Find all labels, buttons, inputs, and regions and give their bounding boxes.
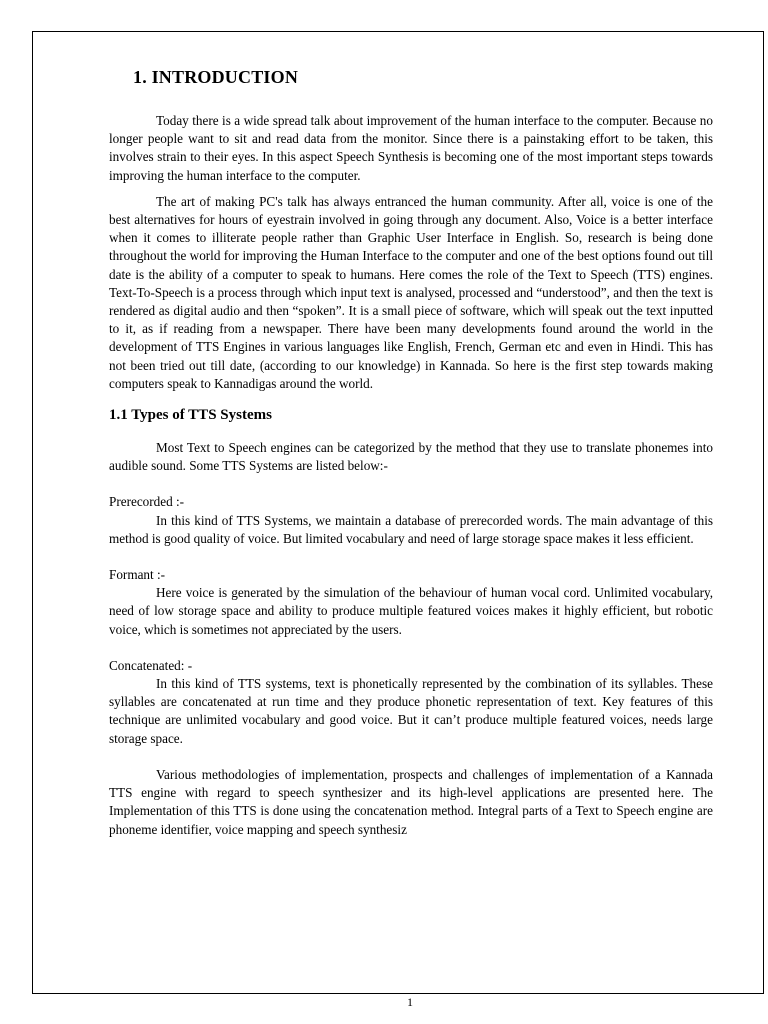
intro-paragraph-1: Today there is a wide spread talk about improvement of the human interface to the computer. Because no longer people want to sit and read data from the monitor. Since there is a painstaking effort to be taken, this involves strain to their eyes. In this aspect Speech Synthesis is becoming one of the most important steps towards improving the human interface to the computer. [109,113,713,183]
type-formant [109,566,713,639]
type-description: In this kind of TTS Systems, we maintain a database of prerecorded words. The main advantage of this method is good quality of voice. But limited vocabulary and need of large storage space makes it less efficient. [109,512,713,546]
intro-paragraph-2: The art of making PC's talk has always entranced the human community. After all, voice is one of the best alternatives for hours of eyestrain involved in going through any document. Also, Voice is a better interface when it comes to illiterate people rather than Graphic User Interface in English. So, research is being done throughout the world for improving the Human Interface to the computer and one of the best options found out till date is the ability of a computer to speak to humans. Here comes the role of the Text to Speech (TTS) engines. Text-To-Speech is a process through which input text is analysed, processed and “understood”, and then the text is rendered as digital audio and then “spoken”. It is a small piece of software, which will speak out the text inputted to it, as if reading from a newspaper. There have been many developments found around the world in the development of TTS Engines in various languages like English, French, German etc and even in Hindi. This has not been tried out till date, (according to our knowledge) in Kannada. So here is the first step towards making computers speak to Kannadigas around the world. [109,193,713,391]
type-prerecorded [109,493,713,548]
page-number: 1 [407,995,413,1009]
type-description: In this kind of TTS systems, text is phonetically represented by the combination of its syllables. These syllables are concatenated at run time and they produce phonetic representation of text. Key features of this technique are unlimited vocabulary and good voice. But it can’t produce multiple featured voices, needs large storage space. [109,676,713,746]
document-body [109,64,713,839]
section-heading: 1.1 Types of TTS Systems [109,407,272,424]
type-label: Formant :- [109,567,166,583]
type-label: Prerecorded :- [109,494,185,510]
chapter-heading: 1. INTRODUCTION [133,67,299,87]
section-intro-paragraph: Most Text to Speech engines can be categorized by the method that they use to translate phonemes into audible sound. Some TTS Systems are listed below:- [109,440,713,474]
closing-paragraph: Various methodologies of implementation, prospects and challenges of implementation of a Kannada TTS engine with regard to speech synthesizer and its high-level applications are presented here. The Implementation of this TTS is done using the concatenation method. Integral parts of a Text to Speech engine are phoneme identifier, voice mapping and speech synthesiz [109,766,713,837]
type-label: Concatenated: - [109,657,193,673]
type-description: Here voice is generated by the simulation of the behaviour of human vocal cord. Unlimited vocabulary, need of low storage space and ability to produce multiple featured voices makes it highly efficient, but robotic voice, which is sometimes not appreciated by the users. [109,585,713,637]
type-concatenated [109,657,713,748]
